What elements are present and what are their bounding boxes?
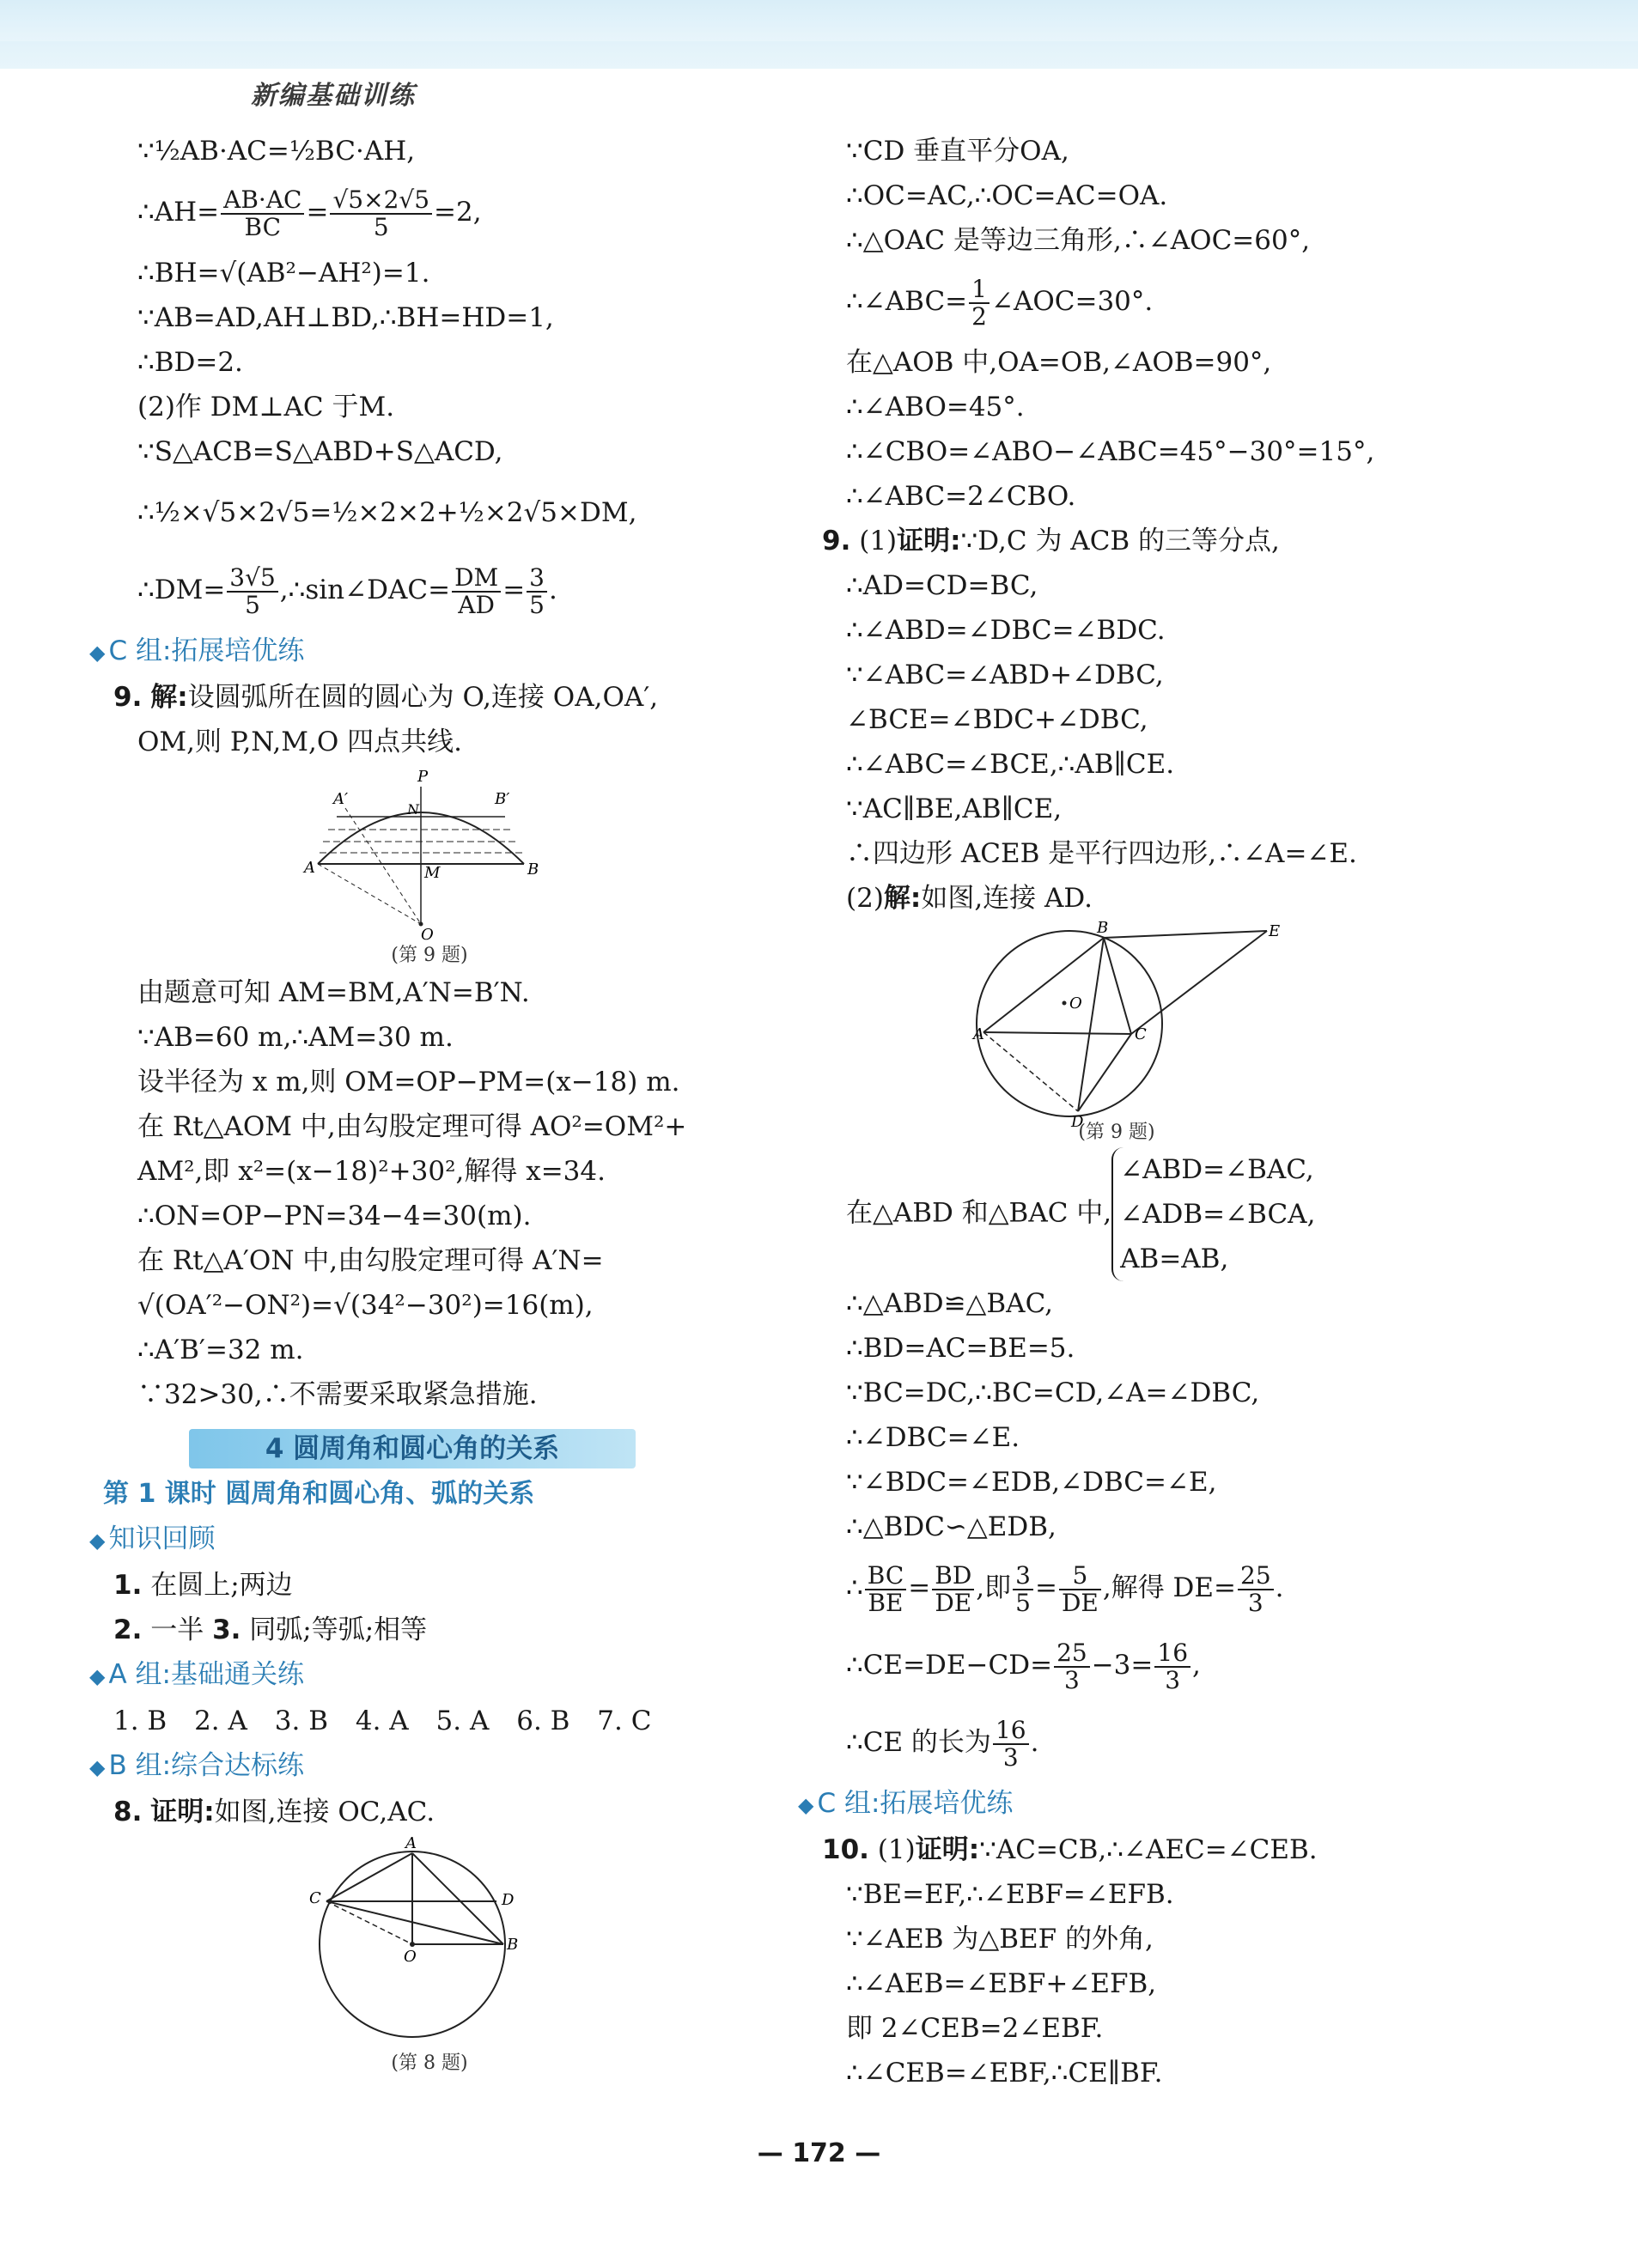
text-line: ∴∠ABO=45°. — [846, 392, 1025, 423]
svg-text:O: O — [1069, 994, 1082, 1012]
answer: 4. A — [355, 1706, 409, 1736]
diamond-icon: ◆ — [89, 1755, 106, 1779]
circle — [977, 931, 1162, 1116]
text-line: ∵AB=AD,AH⊥BD,∴BH=HD=1, — [137, 302, 554, 333]
dash-ao — [318, 864, 421, 924]
section-heading-c: ◆ C 组:拓展培优练 — [89, 635, 305, 666]
text-line: ∴∠CBO=∠ABO−∠ABC=45°−30°=15°, — [846, 436, 1375, 467]
right-column — [798, 129, 1516, 2095]
text-line: ∵CD 垂直平分OA, — [846, 136, 1069, 167]
text-line: ∴∠ABD=∠DBC=∠BDC. — [846, 615, 1166, 646]
text-line: ∴△ABD≌△BAC, — [846, 1288, 1054, 1319]
text-line: ∴AH= $\frac{AB\cdot AC}{BC}$ = $\frac{√5\times 2√5}{5}$ =2, — [137, 185, 482, 241]
text-line: 由题意可知 AM=BM,A′N=B′N. — [137, 977, 530, 1008]
answer: 1. B — [113, 1706, 167, 1736]
figure-8-circle-diagram — [309, 1834, 550, 2049]
text-line: 8. 证明:如图,连接 OC,AC. — [113, 1797, 435, 1827]
svg-text:P: P — [417, 768, 429, 786]
text-line: ∴△OAC 是等边三角形,∴∠AOC=60°, — [846, 225, 1311, 256]
equation-system: 在△ABD 和△BAC 中, ∠ABD=∠BAC, ∠ADB=∠BCA, AB=AB, — [846, 1147, 1516, 1281]
text-line: ∵BC=DC,∴BC=CD,∠A=∠DBC, — [846, 1377, 1260, 1408]
figure-9-arch-diagram — [292, 768, 550, 944]
text-line: ∵S△ACB=S△ABD+S△ACD, — [137, 436, 503, 467]
text-line: ∴∠ABC=∠BCE,∴AB∥CE. — [846, 749, 1175, 780]
text-line: 9. (1)证明:∵D,C 为 ACB 的三等分点, — [822, 526, 1280, 556]
text-line: ∵∠AEB 为△BEF 的外角, — [846, 1924, 1154, 1955]
figure-9-circle-quadrilateral — [973, 919, 1284, 1131]
figure-caption: (第 8 题) — [391, 2052, 468, 2074]
text-line: 即 2∠CEB=2∠EBF. — [846, 2013, 1104, 2044]
svg-text:O: O — [421, 926, 434, 944]
text-line: ∴△BDC∽△EDB, — [846, 1511, 1056, 1542]
section-heading-c: ◆ C 组:拓展培优练 — [798, 1788, 1014, 1819]
diamond-icon: ◆ — [798, 1793, 814, 1817]
text-line: ∴DM= $\frac{3√5}{5}$ ,∴sin∠DAC= $\frac{DM}{AD}$ = $\frac{3}{5}$ . — [137, 562, 557, 619]
svg-text:C: C — [1135, 1025, 1147, 1043]
left-column — [89, 129, 773, 2078]
text-line: 在 Rt△A′ON 中,由勾股定理可得 A′N= — [137, 1245, 604, 1276]
section-heading-b: ◆ B 组:综合达标练 — [89, 1750, 305, 1781]
text-line: ∴AD=CD=BC, — [846, 570, 1038, 601]
text-line: ∴BH=√(AB²−AH²)=1. — [137, 258, 430, 289]
text-line: ∴∠ABC=2∠CBO. — [846, 481, 1076, 512]
text-line: ∵½AB·AC=½BC·AH, — [137, 136, 416, 167]
text-line: ∠BCE=∠BDC+∠DBC, — [846, 704, 1148, 735]
lesson-banner: 4 圆周角和圆心角的关系 — [189, 1429, 636, 1468]
text-line: ∴BD=2. — [137, 347, 243, 378]
figure-caption: (第 9 题) — [391, 945, 468, 966]
text-line: ∵32>30,∴不需要采取紧急措施. — [137, 1379, 538, 1410]
text-line: ∵BE=EF,∴∠EBF=∠EFB. — [846, 1879, 1174, 1910]
diamond-icon: ◆ — [89, 1664, 106, 1688]
text-line: 在△AOB 中,OA=OB,∠AOB=90°, — [846, 347, 1272, 378]
text-line: OM,则 P,N,M,O 四点共线. — [137, 727, 463, 757]
answer: 7. C — [597, 1706, 652, 1736]
svg-text:B′: B′ — [495, 790, 510, 808]
text-line: AM²,即 x²=(x−18)²+30²,解得 x=34. — [137, 1156, 606, 1187]
text-line: ∴½×√5×2√5=½×2×2+½×2√5×DM, — [137, 497, 637, 528]
text-line: 10. (1)证明:∵AC=CB,∴∠AEC=∠CEB. — [822, 1834, 1318, 1865]
text-line: ∴∠ABC= $\frac{1}{2}$ ∠AOC=30°. — [846, 274, 1154, 331]
figure-caption: (第 9 题) — [1078, 1122, 1155, 1143]
section-heading-knowledge: ◆ 知识回顾 — [89, 1523, 216, 1554]
svg-text:D: D — [1071, 1113, 1084, 1131]
text-line: 2. 一半 3. 同弧;等弧;相等 — [113, 1614, 428, 1645]
answer-row — [113, 1699, 773, 1743]
text-line: 在 Rt△AOM 中,由勾股定理可得 AO²=OM²+ — [137, 1111, 687, 1142]
text-line: ∴OC=AC,∴OC=AC=OA. — [846, 180, 1168, 211]
svg-text:A′: A′ — [333, 790, 349, 808]
text-line: ∴∠DBC=∠E. — [846, 1422, 1020, 1453]
text-line: (2)解:如图,连接 AD. — [846, 883, 1093, 914]
answer: 6. B — [516, 1706, 570, 1736]
text-line: 设半径为 x m,则 OM=OP−PM=(x−18) m. — [137, 1067, 680, 1098]
text-line: ∴A′B′=32 m. — [137, 1335, 304, 1365]
text-line: ∵∠ABC=∠ABD+∠DBC, — [846, 660, 1164, 690]
text-line: ∴BD=AC=BE=5. — [846, 1333, 1075, 1364]
header-tab — [0, 0, 1638, 41]
svg-text:O: O — [404, 1948, 417, 1966]
svg-text:M: M — [424, 864, 441, 882]
diamond-icon: ◆ — [89, 641, 106, 665]
lesson-subtitle: 第 1 课时 圆周角和圆心角、弧的关系 — [103, 1479, 535, 1509]
text-line: ∵∠BDC=∠EDB,∠DBC=∠E, — [846, 1467, 1217, 1498]
svg-text:A: A — [405, 1834, 417, 1852]
svg-text:E: E — [1269, 922, 1281, 940]
svg-text:B: B — [1097, 919, 1109, 937]
diamond-icon: ◆ — [89, 1529, 106, 1553]
svg-text:A: A — [973, 1025, 984, 1043]
text-line: √(OA′²−ON²)=√(34²−30²)=16(m), — [137, 1290, 594, 1321]
svg-text:B: B — [507, 1936, 519, 1954]
text-line: ∵AB=60 m,∴AM=30 m. — [137, 1022, 454, 1053]
svg-text:A: A — [304, 859, 315, 877]
svg-text:D: D — [502, 1891, 515, 1909]
svg-text:B: B — [527, 860, 539, 879]
text-line: 9. 解:设圆弧所在圆的圆心为 O,连接 OA,OA′, — [113, 682, 659, 713]
system-brace: ∠ABD=∠BAC, ∠ADB=∠BCA, AB=AB, — [1111, 1147, 1315, 1281]
svg-text:N: N — [407, 801, 419, 818]
text-line: ∵AC∥BE,AB∥CE, — [846, 793, 1063, 824]
text-line: ∴CE 的长为 $\frac{16}{3}$ . — [846, 1715, 1039, 1772]
text-line: ∴∠CEB=∠EBF,∴CE∥BF. — [846, 2058, 1163, 2089]
text-line: ∴∠AEB=∠EBF+∠EFB, — [846, 1968, 1157, 1999]
text-line: (2)作 DM⊥AC 于M. — [137, 392, 395, 423]
text-line: ∴四边形 ACEB 是平行四边形,∴∠A=∠E. — [846, 838, 1357, 869]
text-line: 1. 在圆上;两边 — [113, 1570, 293, 1601]
answer: 5. A — [435, 1706, 490, 1736]
dash-a1o — [345, 808, 421, 924]
section-heading-a: ◆ A 组:基础通关练 — [89, 1659, 304, 1690]
text-line: ∴ON=OP−PN=34−4=30(m). — [137, 1201, 532, 1231]
answer: 3. B — [274, 1706, 328, 1736]
svg-text:C: C — [309, 1889, 321, 1907]
text-line: ∴CE=DE−CD= $\frac{25}{3}$ −3= $\frac{16}{3}$ , — [846, 1638, 1201, 1694]
page-number: — 172 — — [757, 2138, 881, 2168]
header-title: 新编基础训练 — [251, 81, 416, 111]
answer: 2. A — [194, 1706, 247, 1736]
text-line: ∴ $\frac{BC}{BE}$ = $\frac{BD}{DE}$ ,即 $\frac{3}{5}$ = $\frac{5}{DE}$ ,解得 DE= $\frac{25}{3}$ . — [846, 1560, 1284, 1617]
